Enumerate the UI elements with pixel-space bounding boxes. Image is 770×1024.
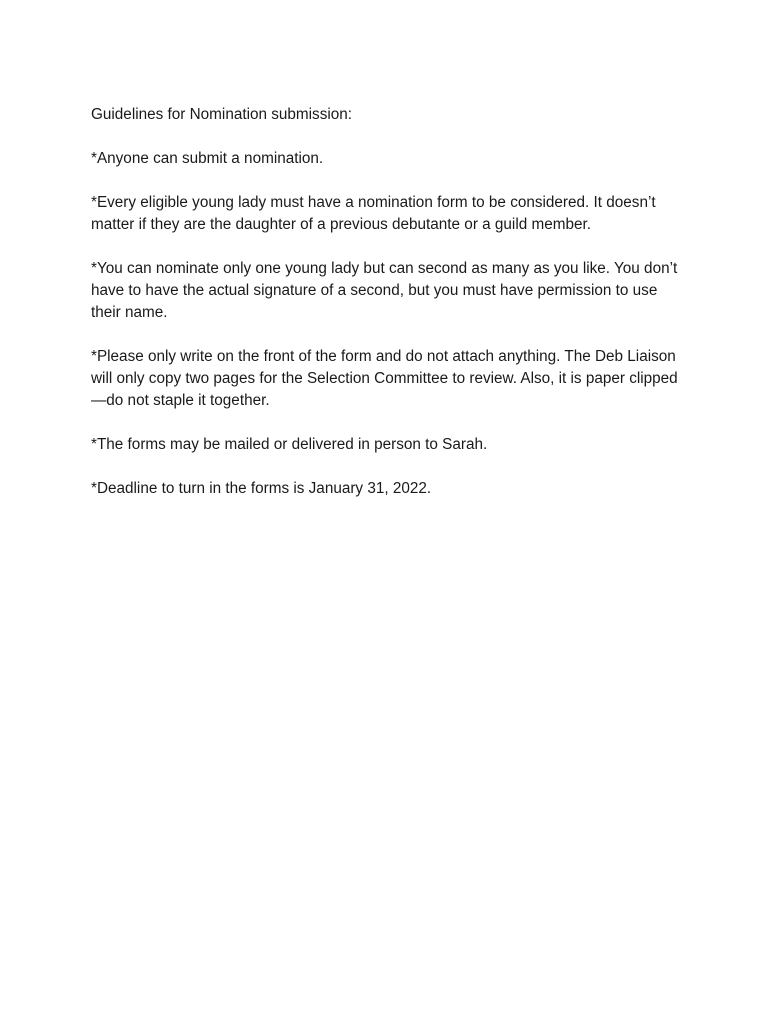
guideline-paragraph: *Anyone can submit a nomination. xyxy=(91,150,324,167)
guideline-paragraph: *You can nominate only one young lady but can second as many as you like. You don’t have to have the actual signature of a second, but you must have permission to use their name. xyxy=(91,260,678,321)
document-heading: Guidelines for Nomination submission: xyxy=(91,106,353,123)
document-body xyxy=(91,104,681,522)
guideline-paragraph: *Please only write on the front of the form and do not attach anything. The Deb Liaison will only copy two pages for the Selection Committee to review. Also, it is paper clipped—do not staple it together. xyxy=(91,348,678,409)
guideline-paragraph: *The forms may be mailed or delivered in person to Sarah. xyxy=(91,436,488,453)
guideline-paragraph: *Every eligible young lady must have a nomination form to be considered. It doesn’t matter if they are the daughter of a previous debutante or a guild member. xyxy=(91,194,656,233)
guideline-paragraph: *Deadline to turn in the forms is January 31, 2022. xyxy=(91,480,432,497)
